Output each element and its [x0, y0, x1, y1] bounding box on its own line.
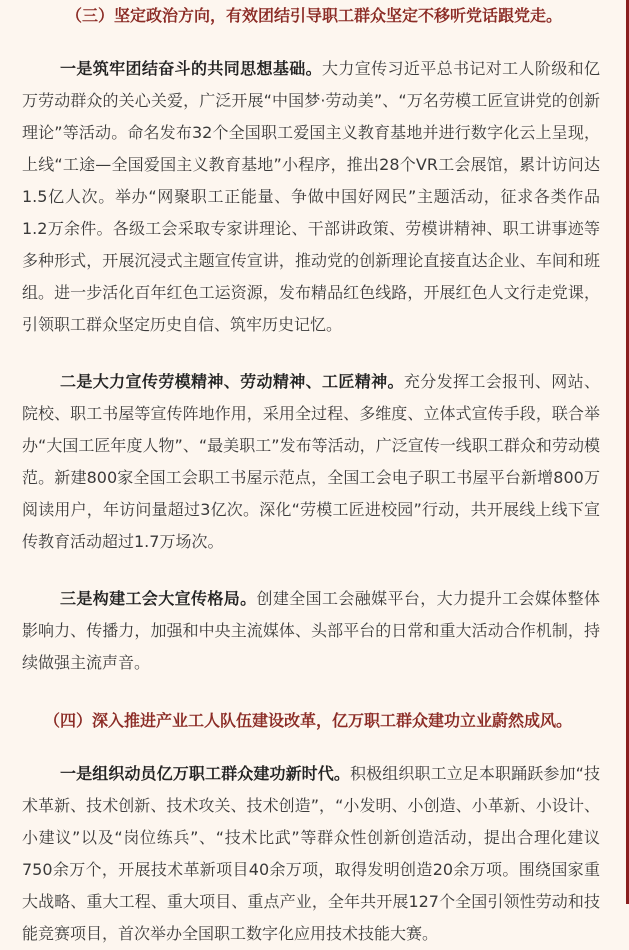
paragraph-4-1 — [10, 758, 600, 950]
section-heading-4: （四）深入推进产业工人队伍建设改革，亿万职工群众建功立业蔚然成风。 — [44, 711, 573, 730]
paragraph-body: 大力宣传习近平总书记对工人阶级和亿万劳动群众的关心关爱，广泛开展“中国梦·劳动美”、“万名劳模工匠宣讲党的创新理论”等活动。命名发布32个全国职工爱国主义教育基地并进行数字化云上呈现，上线“工途—全国爱国主义教育基地”小程序，推出28个VR工会展馆，累计访问达1.5亿人次。举办“网聚职工正能量、争做中国好网民”主题活动，征求各类作品1.2万余件。各级工会采取专家讲理论、干部讲政策、劳模讲精神、职工讲事迹等多种形式，开展沉浸式主题宣传宣讲，推动党的创新理论直接直达企业、车间和班组。进一步活化百年红色工运资源，发布精品红色线路，开展红色人文行走党课，引领职工群众坚定历史自信、筑牢历史记忆。 — [22, 59, 600, 334]
paragraph-3-2 — [10, 366, 600, 558]
paragraph-lead: 一是组织动员亿万职工群众建功新时代。 — [60, 764, 351, 783]
paragraph-lead: 三是构建工会大宣传格局。 — [60, 589, 257, 608]
paragraph-body: 创建全国工会融媒平台，大力提升工会媒体整体影响力、传播力，加强和中央主流媒体、头部平台的日常和重大活动合作机制，持续做强主流声音。 — [22, 589, 600, 672]
paragraph-body: 积极组织职工立足本职踊跃参加“技术革新、技术创新、技术攻关、技术创造”，“小发明、小创造、小革新、小设计、小建议”以及“岗位练兵”、“技术比武”等群众性创新创造活动，提出合理化建议750余万个，开展技术革新项目40余万项，取得发明创造20余万项。围绕国家重大战略、重大工程、重大项目、重点产业，全年共开展127个全国引领性劳动和技能竞赛项目，首次举办全国职工数字化应用技术技能大赛。 — [22, 764, 600, 943]
paragraph-3-1 — [10, 53, 600, 341]
paragraph-3-3 — [10, 583, 600, 679]
paragraph-body: 充分发挥工会报刊、网站、院校、职工书屋等宣传阵地作用，采用全过程、多维度、立体式宣传手段，联合举办“大国工匠年度人物”、“最美职工”发布等活动，广泛宣传一线职工群众和劳动模范。新建800家全国工会职工书屋示范点，全国工会电子职工书屋平台新增800万阅读用户，年访问量超过3亿次。深化“劳模工匠进校园”行动，共开展线上线下宣传教育活动超过1.7万场次。 — [22, 372, 600, 551]
section-heading-3: （三）坚定政治方向，有效团结引导职工群众坚定不移听党话跟党走。 — [66, 6, 563, 25]
paragraph-lead: 二是大力宣传劳模精神、劳动精神、工匠精神。 — [60, 372, 404, 391]
paragraph-lead: 一是筑牢团结奋斗的共同思想基础。 — [60, 59, 322, 78]
